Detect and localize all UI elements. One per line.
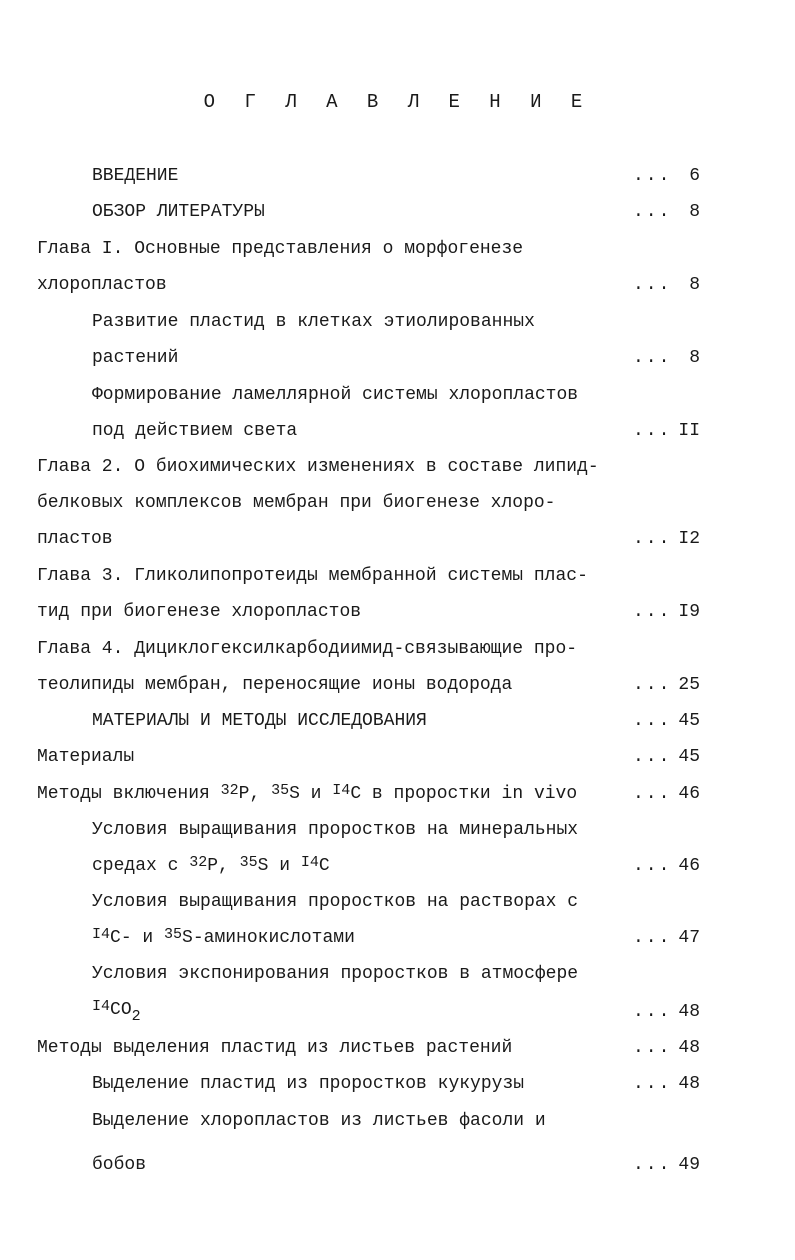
leader-dots: ... bbox=[633, 421, 672, 441]
page-number: II bbox=[678, 421, 700, 441]
toc-entry-text: ВВЕДЕНИЕ bbox=[92, 166, 179, 186]
page-number: 48 bbox=[678, 1074, 700, 1094]
leader-dots: ... bbox=[633, 1038, 672, 1058]
page-number: I9 bbox=[678, 602, 700, 622]
toc-entry-text: Условия выращивания проростков на растворах с bbox=[92, 892, 579, 912]
leader-dots: ... bbox=[633, 928, 672, 948]
toc-entry-text: пластов bbox=[37, 529, 113, 549]
toc-entry-text: Формирование ламеллярной системы хлоропластов bbox=[92, 385, 579, 405]
page-title: О Г Л А В Л Е Н И Е bbox=[203, 91, 592, 113]
toc-entry-text: $^{I4}CO_2$ bbox=[92, 998, 141, 1025]
leader-dots: ... bbox=[633, 602, 672, 622]
leader-dots: ... bbox=[633, 202, 672, 222]
toc-entry-text: $^{I4}$C- и $^{35}$S-аминокислотами bbox=[92, 926, 355, 948]
page-number: 8 bbox=[689, 275, 700, 295]
page-number: 49 bbox=[678, 1155, 700, 1175]
leader-dots: ... bbox=[633, 711, 672, 731]
toc-entry-text: Глава I. Основные представления о морфогенезе bbox=[37, 239, 524, 259]
leader-dots: ... bbox=[633, 1155, 672, 1175]
toc-entry-text: бобов bbox=[92, 1155, 147, 1175]
toc-entry-text: теолипиды мембран, переносящие ионы водорода bbox=[37, 675, 513, 695]
page-number: 46 bbox=[678, 856, 700, 876]
toc-entry-text: Выделение пластид из проростков кукурузы bbox=[92, 1074, 525, 1094]
toc-entry-text: Методы включения $^{32}$P, $^{35}$S и $^{I4}$C в проростки in vivo bbox=[37, 782, 578, 804]
leader-dots: ... bbox=[633, 747, 672, 767]
leader-dots: ... bbox=[633, 856, 672, 876]
toc-entry-text: Условия выращивания проростков на минеральных bbox=[92, 820, 579, 840]
page-number: 45 bbox=[678, 747, 700, 767]
toc-entry-text: хлоропластов bbox=[37, 275, 167, 295]
page-number: 45 bbox=[678, 711, 700, 731]
page-number: 25 bbox=[678, 675, 700, 695]
toc-entry-text: белковых комплексов мембран при биогенезе хлоро- bbox=[37, 493, 556, 513]
leader-dots: ... bbox=[633, 275, 672, 295]
page-number: 46 bbox=[678, 784, 700, 804]
toc-entry-text: Условия экспонирования проростков в атмосфере bbox=[92, 964, 579, 984]
toc-entry-text: растений bbox=[92, 348, 179, 368]
page-number: 48 bbox=[678, 1038, 700, 1058]
page-number: I2 bbox=[678, 529, 700, 549]
leader-dots: ... bbox=[633, 166, 672, 186]
leader-dots: ... bbox=[633, 1074, 672, 1094]
leader-dots: ... bbox=[633, 1002, 672, 1022]
leader-dots: ... bbox=[633, 348, 672, 368]
toc-entry-text: тид при биогенезе хлоропластов bbox=[37, 602, 362, 622]
leader-dots: ... bbox=[633, 784, 672, 804]
toc-entry-text: Глава 4. Дициклогексилкарбодиимид-связывающие про- bbox=[37, 639, 578, 659]
toc-entry-text: Развитие пластид в клетках этиолированных bbox=[92, 312, 535, 332]
toc-entry-text: ОБЗОР ЛИТЕРАТУРЫ bbox=[92, 202, 265, 222]
leader-dots: ... bbox=[633, 529, 672, 549]
page-number: 6 bbox=[689, 166, 700, 186]
toc-entry-text: МАТЕРИАЛЫ И МЕТОДЫ ИССЛЕДОВАНИЯ bbox=[92, 711, 427, 731]
toc-entry-text: Методы выделения пластид из листьев растений bbox=[37, 1038, 513, 1058]
toc-entry-text: Глава 2. О биохимических изменениях в составе липид- bbox=[37, 457, 599, 477]
toc-entry-text: Материалы bbox=[37, 747, 135, 767]
page-number: 8 bbox=[689, 348, 700, 368]
page-number: 48 bbox=[678, 1002, 700, 1022]
toc-entry-text: под действием света bbox=[92, 421, 298, 441]
toc-entry-text: Выделение хлоропластов из листьев фасоли и bbox=[92, 1111, 546, 1131]
toc-entry-text: Глава 3. Гликолипопротеиды мембранной системы плас- bbox=[37, 566, 588, 586]
page-number: 8 bbox=[689, 202, 700, 222]
page-number: 47 bbox=[678, 928, 700, 948]
toc-entry-text: средах с $^{32}$P, $^{35}$S и $^{I4}$C bbox=[92, 854, 330, 876]
leader-dots: ... bbox=[633, 675, 672, 695]
